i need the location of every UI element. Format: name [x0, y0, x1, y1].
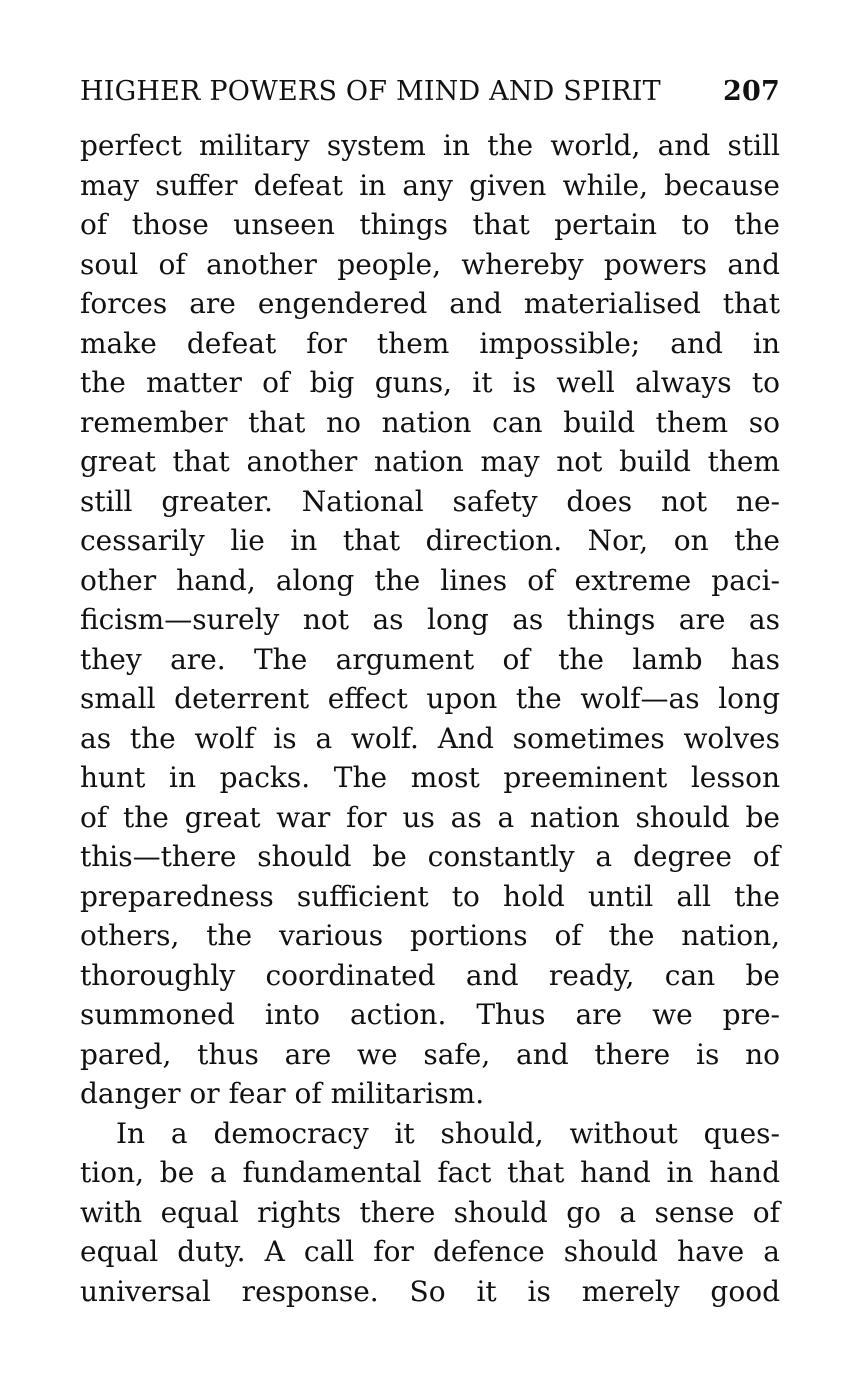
text-line: universal response. So it is merely good — [80, 1275, 780, 1308]
text-line: the matter of big guns, it is well always to — [80, 366, 780, 399]
text-line: of the great war for us as a nation should be — [80, 801, 780, 834]
text-line: pared, thus are we safe, and there is no — [80, 1038, 780, 1071]
text-line: forces are engendered and materialised that — [80, 287, 780, 320]
text-line: equal duty. A call for defence should have a — [80, 1235, 780, 1268]
text-line: may suffer defeat in any given while, because — [80, 169, 780, 202]
text-line: with equal rights there should go a sense of — [80, 1196, 780, 1229]
page-number: 207 — [723, 76, 780, 107]
text-line: make defeat for them impossible; and in — [80, 327, 780, 360]
running-title: HIGHER POWERS OF MIND AND SPIRIT — [80, 76, 661, 107]
text-line: ficism—surely not as long as things are as — [80, 603, 780, 636]
text-line: soul of another people, whereby powers and — [80, 248, 780, 281]
text-line: tion, be a fundamental fact that hand in hand — [80, 1156, 780, 1189]
text-line: they are. The argument of the lamb has — [80, 643, 780, 676]
text-line: other hand, along the lines of extreme paci- — [80, 564, 780, 597]
text-line: this—there should be constantly a degree of — [80, 840, 780, 873]
text-line: cessarily lie in that direction. Nor, on the — [80, 524, 780, 557]
running-head — [80, 72, 780, 112]
text-line: small deterrent effect upon the wolf—as long — [80, 682, 780, 715]
text-line: as the wolf is a wolf. And sometimes wolves — [80, 722, 780, 755]
text-line: perfect military system in the world, and still — [80, 129, 780, 162]
text-line: thoroughly coordinated and ready, can be — [80, 959, 780, 992]
text-line: hunt in packs. The most preeminent lesson — [80, 761, 780, 794]
text-line: In a democracy it should, without ques- — [116, 1117, 780, 1150]
text-line: remember that no nation can build them so — [80, 406, 780, 439]
text-line: of those unseen things that pertain to the — [80, 208, 780, 241]
text-line: summoned into action. Thus are we pre- — [80, 998, 780, 1031]
text-line: great that another nation may not build them — [80, 445, 780, 478]
text-line: others, the various portions of the nation, — [80, 919, 780, 952]
text-line: still greater. National safety does not ne- — [80, 485, 780, 518]
text-line: preparedness sufficient to hold until all the — [80, 880, 780, 913]
text-line: danger or fear of militarism. — [80, 1077, 485, 1110]
